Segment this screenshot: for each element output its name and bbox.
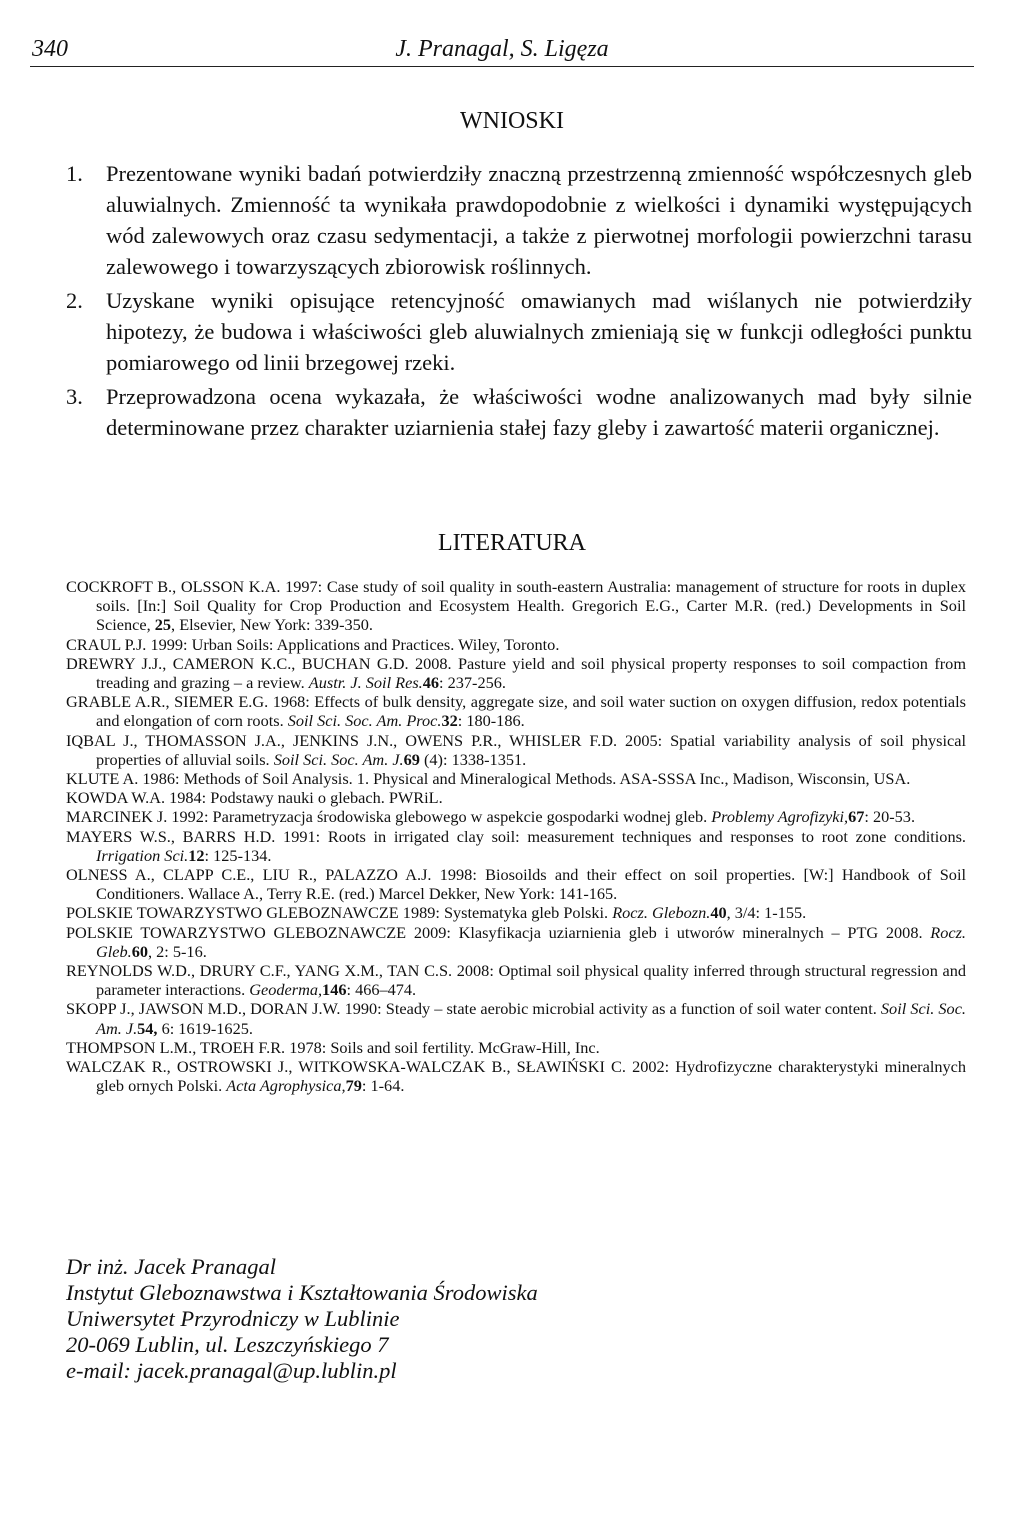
reference-pages: (4): 1338-1351. [419, 749, 527, 769]
reference-pages: : 237-256. [439, 673, 506, 693]
reference-journal: Problemy Agrofizyki, [711, 807, 849, 827]
running-title: J. Pranagal, S. Ligęza [395, 36, 609, 62]
reference-volume: 32 [441, 711, 458, 731]
reference-pages: : 1-64. [361, 1076, 405, 1096]
conclusion-number: 3. [66, 384, 83, 409]
reference-text: MAYERS W.S., BARRS H.D. 1991: Roots in irrigated clay soil: measurement techniques and responses to root zone conditions. [66, 826, 966, 846]
reference-item [66, 903, 966, 922]
reference-text: WALCZAK R., OSTROWSKI J., WITKOWSKA-WALCZAK B., SŁAWIŃSKI C. 2002: Hydrofizyczne charakterystyki mineralnych gleb ornych Polski. [66, 1057, 966, 1096]
author-address [66, 1254, 966, 1384]
address-line: e-mail: jacek.pranagal@up.lublin.pl [66, 1358, 397, 1383]
reference-item [66, 827, 966, 865]
reference-volume: 40 [710, 903, 727, 923]
reference-text: POLSKIE TOWARZYSTWO GLEBOZNAWCZE 2009: Klasyfikacja uziarnienia gleb i utworów mineralnych – PTG 2008. [66, 922, 931, 942]
conclusion-number: 1. [66, 161, 83, 186]
address-line: Instytut Gleboznawstwa i Kształtowania Środowiska [66, 1280, 538, 1305]
address-line: Dr inż. Jacek Pranagal [66, 1254, 276, 1279]
conclusions-heading: WNIOSKI [460, 108, 564, 134]
reference-volume: 25 [154, 615, 172, 635]
reference-volume: 60 [131, 941, 148, 961]
reference-item [66, 692, 966, 730]
reference-pages: , 3/4: 1-155. [726, 903, 807, 923]
reference-text: THOMPSON L.M., TROEH F.R. 1978: Soils and soil fertility. McGraw-Hill, Inc. [66, 1037, 600, 1057]
conclusion-text: Uzyskane wyniki opisujące retencyjność omawianych mad wiślanych nie potwierdziły hipotezy, że budowa i właściwości gleb aluwialnych zmieniają się w funkcji odległości punktu pomiarowego od linii brzegowej rzeki. [106, 288, 972, 375]
reference-item [66, 788, 966, 807]
reference-journal: Soil Sci. Soc. Am. Proc. [287, 711, 442, 731]
reference-text: KLUTE A. 1986: Methods of Soil Analysis. 1. Physical and Mineralogical Methods. ASA-SSSA Inc., Madison, Wisconsin, USA. [66, 769, 911, 789]
reference-pages: : 20-53. [864, 807, 916, 827]
reference-text: GRABLE A.R., SIEMER E.G. 1968: Effects of bulk density, aggregate size, and soil water suction on oxygen diffusion, redox potentials and elongation of corn roots. [66, 692, 966, 731]
reference-volume: 69 [403, 749, 420, 769]
reference-item [66, 731, 966, 769]
reference-text: IQBAL J., THOMASSON J.A., JENKINS J.N., OWENS P.R., WHISLER F.D. 2005: Spatial variability analysis of soil physical properties of alluvial soils. [66, 730, 966, 769]
reference-journal: Acta Agrophysica, [226, 1076, 346, 1096]
reference-volume: 67 [848, 807, 865, 827]
reference-text: MARCINEK J. 1992: Parametryzacja środowiska glebowego w aspekcie gospodarki wodnej gleb. [66, 807, 712, 827]
reference-text: KOWDA W.A. 1984: Podstawy nauki o glebach. PWRiL. [66, 788, 443, 808]
reference-item [66, 1057, 966, 1095]
reference-volume: 79 [345, 1076, 362, 1096]
conclusion-item [66, 285, 972, 378]
conclusions-list [66, 158, 972, 446]
reference-item [66, 865, 966, 903]
reference-pages: : 180-186. [457, 711, 525, 731]
reference-text: COCKROFT B., OLSSON K.A. 1997: Case study of soil quality in south-eastern Australia: management of structure for roots in duplex soils. [In:] Soil Quality for Crop Production and Ecosystem Health. Gregorich E.G., Carter M.R. (red.) Developments in Soil Science, [66, 577, 966, 635]
page-number: 340 [32, 36, 68, 62]
conclusion-number: 2. [66, 288, 83, 313]
reference-journal: Geoderma, [249, 980, 323, 1000]
reference-volume: 146 [322, 980, 347, 1000]
conclusion-text: Prezentowane wyniki badań potwierdziły znaczną przestrzenną zmienność współczesnych gleb aluwialnych. Zmienność ta wynikała prawdopodobnie z wielkości i dynamiki występujących wód zalewowych oraz czasu sedymentacji, a także z pierwotnej morfologii powierzchni tarasu zalewowego i towarzyszących zbiorowisk roślinnych. [106, 161, 972, 279]
reference-text: SKOPP J., JAWSON M.D., DORAN J.W. 1990: Steady – state aerobic microbial activity as a function of soil water content. [66, 999, 881, 1019]
reference-volume: 46 [422, 673, 440, 693]
conclusion-text: Przeprowadzona ocena wykazała, że właściwości wodne analizowanych mad były silnie determinowane przez charakter uziarnienia stałej fazy gleby i zawartość materii organicznej. [106, 384, 972, 440]
reference-journal: Rocz. Gleb. [96, 922, 966, 961]
references-heading: LITERATURA [438, 530, 586, 556]
reference-text: DREWRY J.J., CAMERON K.C., BUCHAN G.D. 2008. Pasture yield and soil physical property responses to soil compaction from treading and grazing – a review. [66, 653, 966, 693]
reference-volume: 54, [137, 1018, 158, 1038]
reference-text: POLSKIE TOWARZYSTWO GLEBOZNAWCZE 1989: Systematyka gleb Polski. [66, 903, 613, 923]
address-line: 20-069 Lublin, ul. Leszczyńskiego 7 [66, 1332, 389, 1357]
reference-journal: Soil Sci. Soc. Am. J. [273, 749, 404, 769]
reference-journal: Austr. J. Soil Res. [308, 673, 423, 693]
reference-item [66, 635, 966, 654]
reference-volume: 12 [188, 845, 205, 865]
reference-pages: : 125-134. [204, 845, 272, 865]
reference-pages: , 2: 5-16. [148, 941, 207, 961]
address-line: Uniwersytet Przyrodniczy w Lublinie [66, 1306, 400, 1331]
reference-text: REYNOLDS W.D., DRURY C.F., YANG X.M., TAN C.S. 2008: Optimal soil physical quality inferred through structural regression and parameter interactions. [66, 961, 966, 1000]
page-header [30, 34, 974, 67]
references-list [66, 577, 966, 1095]
reference-item [66, 1038, 966, 1057]
reference-item [66, 961, 966, 999]
reference-journal: Irrigation Sci. [96, 845, 189, 865]
reference-item [66, 577, 966, 635]
reference-pages: 6: 1619-1625. [157, 1018, 253, 1038]
reference-text: OLNESS A., CLAPP C.E., LIU R., PALAZZO A.J. 1998: Biosoilds and their effect on soil properties. [W:] Handbook of Soil Conditioners. Wallace A., Terry R.E. (red.) Marcel Dekker, New York: 141-165. [66, 865, 966, 904]
reference-pages: : 466–474. [346, 980, 417, 1000]
reference-item [66, 769, 966, 788]
conclusion-item [66, 158, 972, 282]
reference-journal: Soil Sci. Soc. Am. J. [96, 999, 966, 1038]
reference-item [66, 999, 966, 1037]
reference-pages: , Elsevier, New York: 339-350. [171, 615, 373, 635]
conclusion-item [66, 381, 972, 443]
reference-text: CRAUL P.J. 1999: Urban Soils: Applications and Practices. Wiley, Toronto. [66, 634, 560, 654]
reference-item [66, 923, 966, 961]
reference-item [66, 807, 966, 826]
reference-item [66, 654, 966, 692]
reference-journal: Rocz. Glebozn. [612, 903, 711, 923]
